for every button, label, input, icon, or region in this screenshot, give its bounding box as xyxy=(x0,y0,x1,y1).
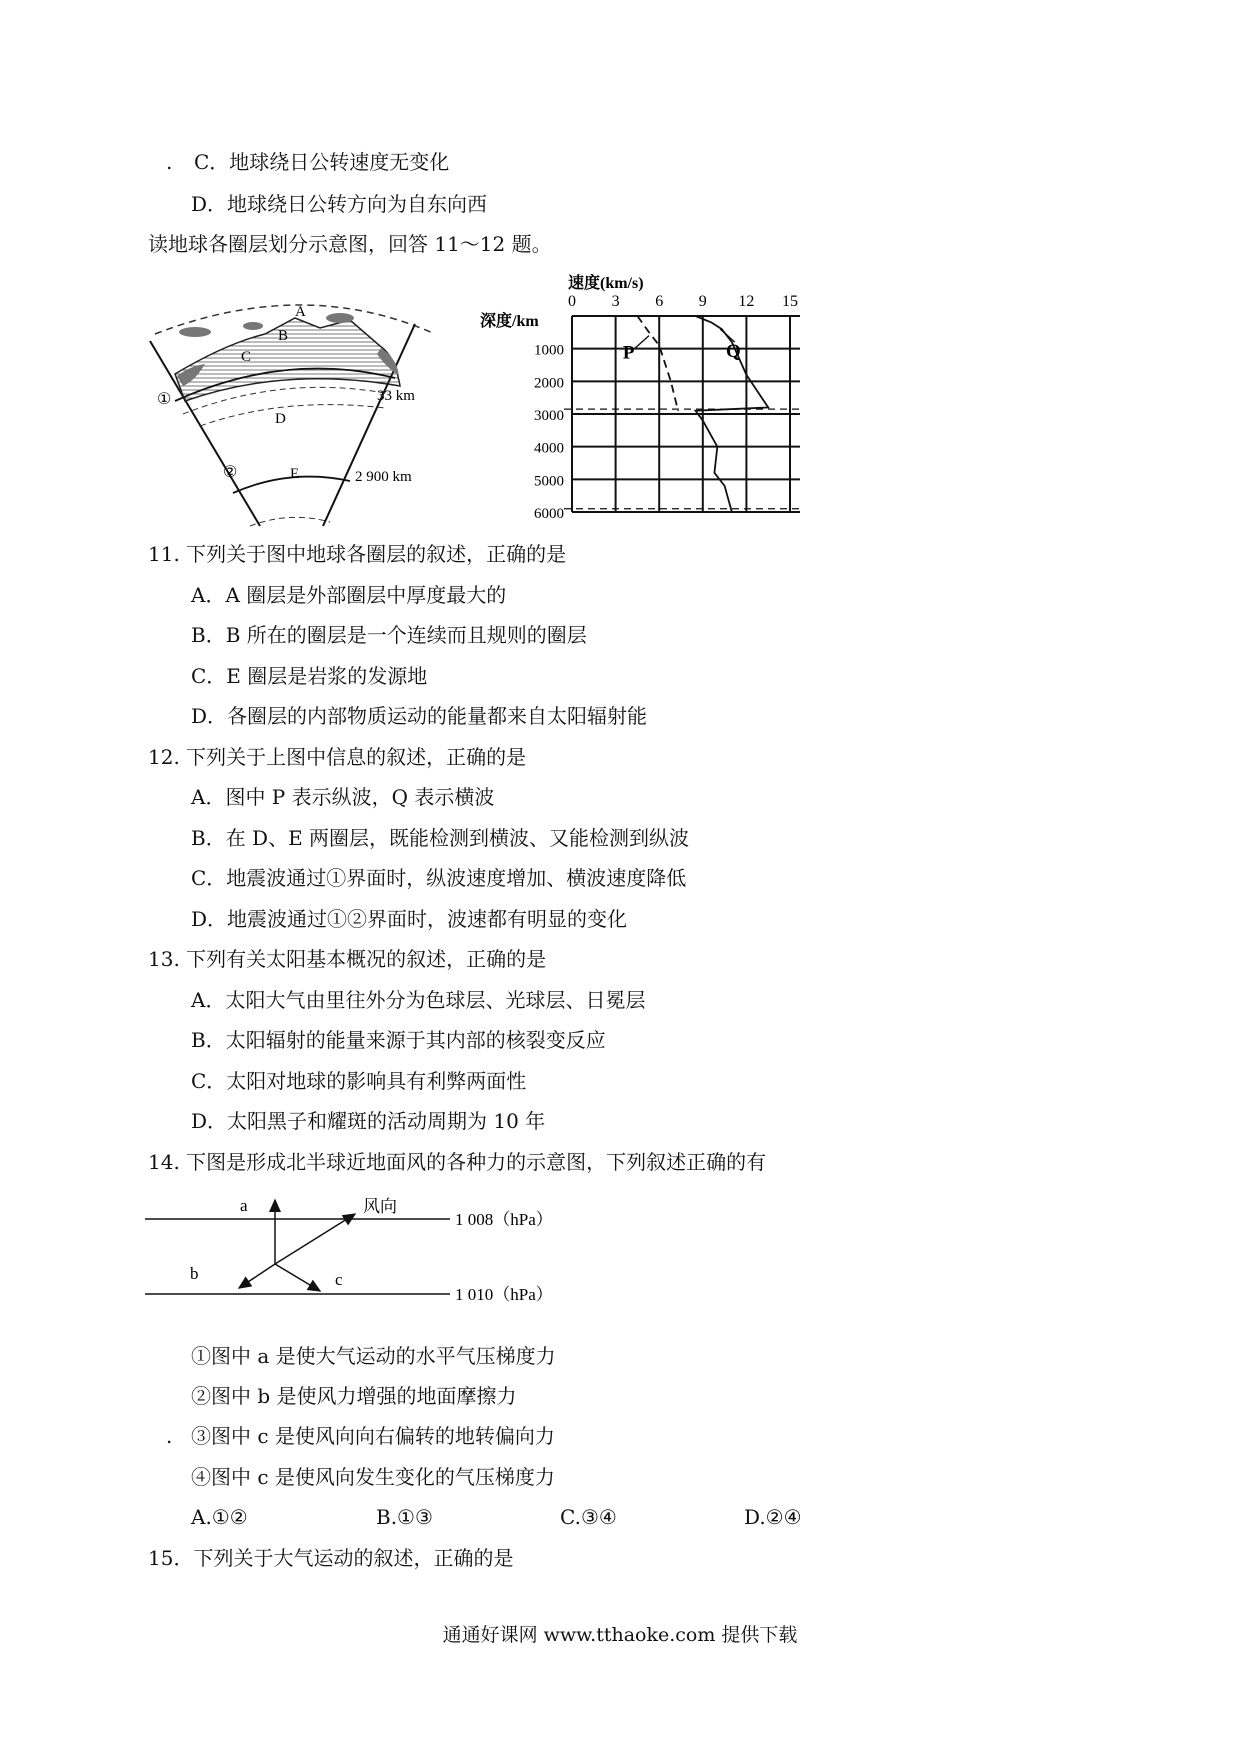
q11-option-a: A．A 圈层是外部圈层中厚度最大的 xyxy=(191,583,507,607)
cloud-mark xyxy=(179,327,211,337)
layer-label-a: A xyxy=(295,304,306,320)
q14-stem: 14. 下图是形成北半球近地面风的各种力的示意图，下列叙述正确的有 xyxy=(148,1150,767,1174)
q13-option-a: A．太阳大气由里往外分为色球层、光球层、日冕层 xyxy=(191,988,646,1012)
force-label-c: c xyxy=(335,1270,343,1289)
q11-option-d: D．各圈层的内部物质运动的能量都来自太阳辐射能 xyxy=(191,704,648,728)
force-label-b: b xyxy=(190,1264,199,1283)
q14-choice-b: B.①③ xyxy=(376,1505,433,1529)
margin-dot: . xyxy=(166,150,173,174)
seismic-wave-chart xyxy=(472,270,802,520)
wind-force-figure xyxy=(145,1187,665,1312)
y-tick-label: 6000 xyxy=(534,506,564,520)
q11-stem: 11. 下列关于图中地球各圈层的叙述，正确的是 xyxy=(148,542,567,566)
x-tick-label: 15 xyxy=(782,293,798,310)
q14-statement-1: ①图中 a 是使大气运动的水平气压梯度力 xyxy=(191,1344,556,1368)
force-arrow-b xyxy=(239,1264,275,1288)
y-axis-title: 深度/km xyxy=(480,313,539,330)
q13-option-b: B．太阳辐射的能量来源于其内部的核裂变反应 xyxy=(191,1028,606,1052)
x-tick-label: 6 xyxy=(655,293,664,310)
q13-option-c: C．太阳对地球的影响具有利弊两面性 xyxy=(191,1069,527,1093)
boundary-label-2: ② xyxy=(223,464,238,481)
y-tick-label: 2000 xyxy=(534,375,564,392)
q12-option-d: D．地震波通过①②界面时，波速都有明显的变化 xyxy=(191,907,628,931)
q14-statement-4: ④图中 c 是使风向发生变化的气压梯度力 xyxy=(191,1465,555,1489)
figure-intro: 读地球各圈层划分示意图，回答 11～12 题。 xyxy=(148,232,552,256)
series-label-q: Q xyxy=(726,340,741,362)
wind-label: 风向 xyxy=(363,1197,397,1216)
layer-label-c: C xyxy=(241,349,252,365)
layer-label-b: B xyxy=(278,328,289,344)
q12-option-b: B．在 D、E 两圈层，既能检测到横波、又能检测到纵波 xyxy=(191,826,690,850)
cloud-mark xyxy=(243,322,263,330)
q11-option-c: C．E 圈层是岩浆的发源地 xyxy=(191,664,428,688)
layer-label-e: E xyxy=(290,466,300,482)
x-tick-label: 9 xyxy=(698,293,707,310)
x-tick-label: 0 xyxy=(568,293,576,310)
q12-stem: 12. 下列关于上图中信息的叙述，正确的是 xyxy=(148,745,527,769)
q10-option-d: D．地球绕日公转方向为自东向西 xyxy=(191,192,488,216)
q11-option-b: B．B 所在的圈层是一个连续而且规则的圈层 xyxy=(191,623,587,647)
q13-stem: 13. 下列有关太阳基本概况的叙述，正确的是 xyxy=(148,947,547,971)
y-tick-label: 5000 xyxy=(534,473,564,490)
force-arrow-c xyxy=(275,1264,320,1291)
y-tick-label: 3000 xyxy=(534,408,564,424)
y-tick-label: 1000 xyxy=(534,342,564,359)
q10-option-c: C．地球绕日公转速度无变化 xyxy=(194,150,450,174)
q14-choice-c: C.③④ xyxy=(560,1505,617,1529)
x-tick-label: 3 xyxy=(611,293,620,310)
q14-statement-3: ③图中 c 是使风向向右偏转的地转偏向力 xyxy=(191,1424,555,1448)
earth-layers-figure xyxy=(145,296,455,536)
q14-choice-d: D.②④ xyxy=(744,1505,802,1529)
isobar-label-1008: 1 008（hPa） xyxy=(455,1210,553,1229)
series-label-p-leader xyxy=(634,336,649,349)
series-line-p xyxy=(637,316,678,411)
isobar-label-1010: 1 010（hPa） xyxy=(455,1285,553,1304)
boundary-label-1: ① xyxy=(157,391,172,408)
force-label-a: a xyxy=(240,1196,248,1215)
q12-option-c: C．地震波通过①界面时，纵波速度增加、横波速度降低 xyxy=(191,866,687,890)
margin-dot: . xyxy=(166,1424,173,1448)
depth-label-2900km: 2 900 km xyxy=(355,469,412,485)
q12-option-a: A．图中 P 表示纵波，Q 表示横波 xyxy=(191,785,495,809)
series-label-p: P xyxy=(622,342,635,364)
q15-stem: 15．下列关于大气运动的叙述，正确的是 xyxy=(148,1546,514,1570)
depth-label-33km: 33 km xyxy=(377,388,415,404)
cloud-mark xyxy=(326,313,354,323)
q14-choice-a: A.①② xyxy=(191,1505,248,1529)
x-axis-title: 速度(km/s) xyxy=(568,275,644,292)
q14-statement-2: ②图中 b 是使风力增强的地面摩擦力 xyxy=(191,1384,517,1408)
y-tick-label: 4000 xyxy=(534,440,564,457)
x-tick-label: 12 xyxy=(738,293,755,310)
page-footer: 通通好课网 www.tthaoke.com 提供下载 xyxy=(442,1624,798,1646)
wind-direction-arrow xyxy=(275,1214,355,1264)
layer-label-d: D xyxy=(275,411,286,427)
q13-option-d: D．太阳黑子和耀斑的活动周期为 10 年 xyxy=(191,1109,546,1133)
